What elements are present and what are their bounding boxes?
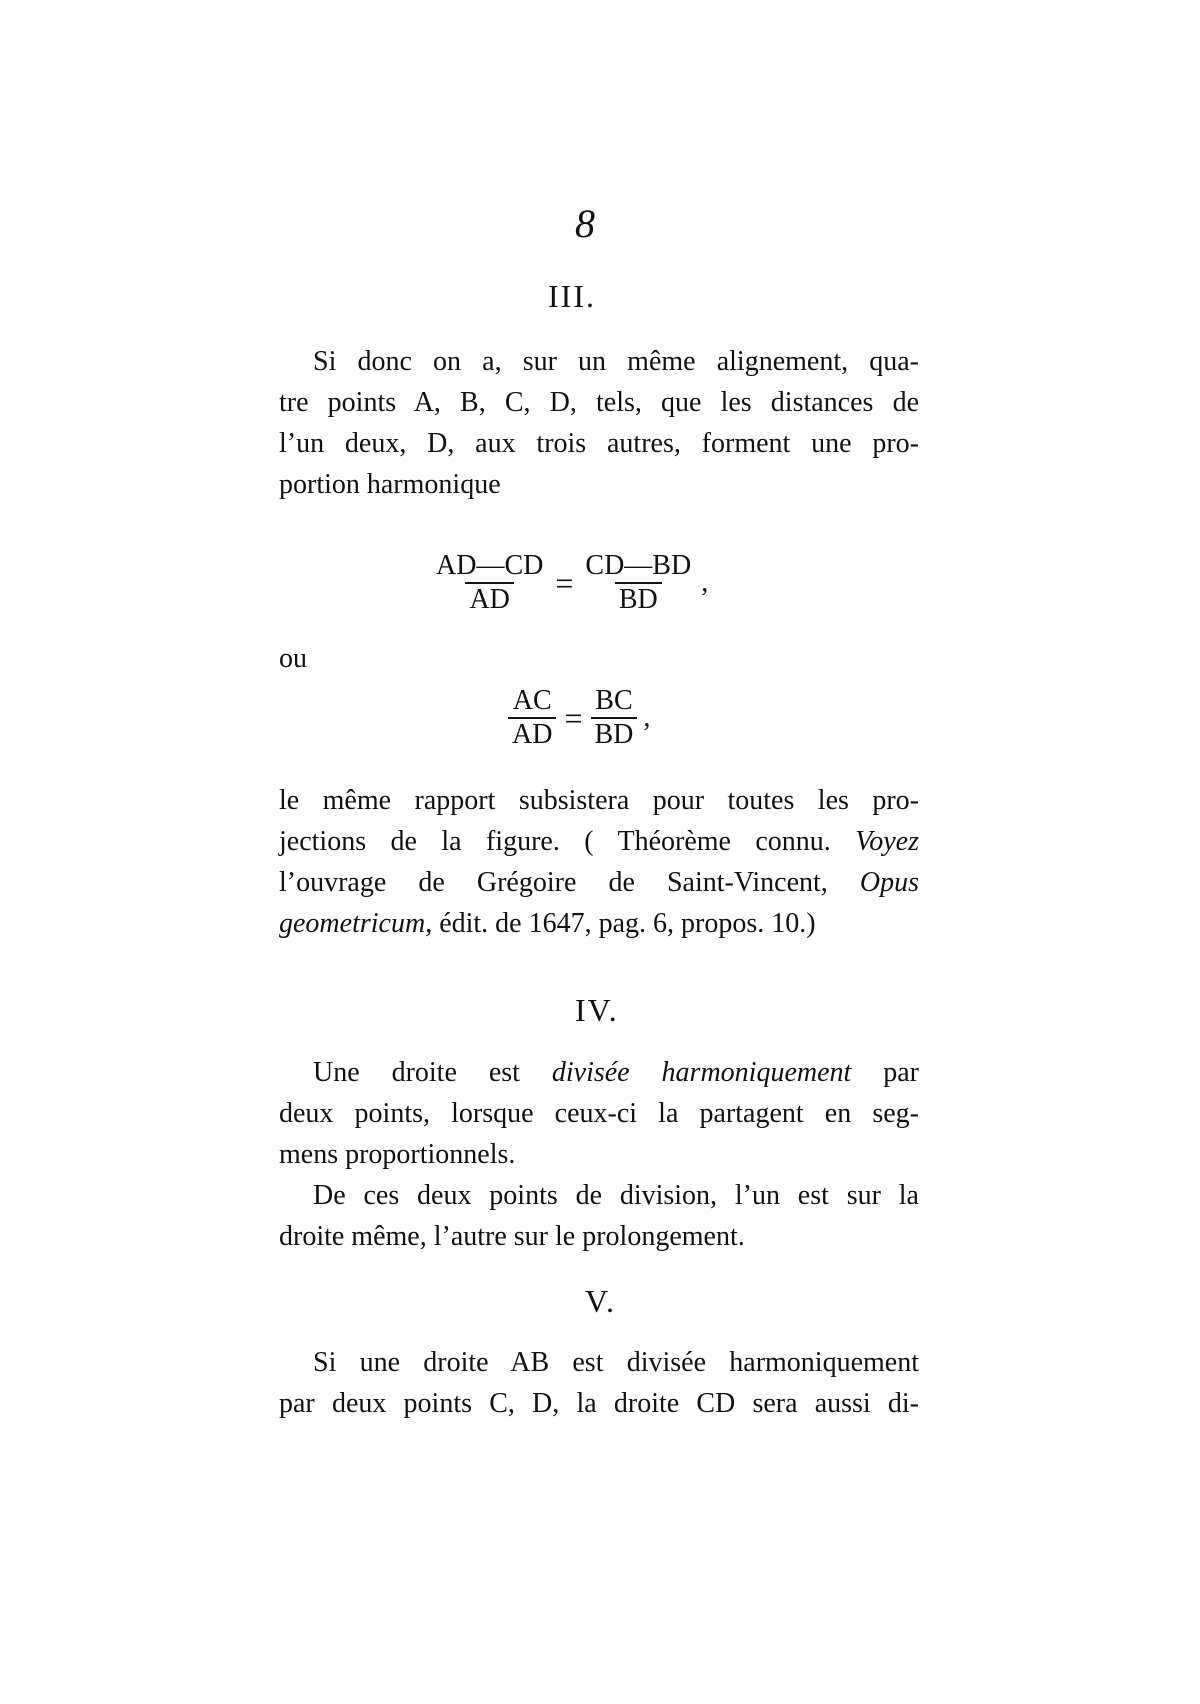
numerator: BC (595, 685, 633, 716)
text-line (279, 821, 919, 862)
punctuation: , (643, 702, 651, 733)
fraction-right (591, 685, 638, 751)
paragraph-division-points (279, 1175, 919, 1257)
italic-geometricum: geometricum (279, 908, 426, 939)
denominator: BD (615, 582, 662, 616)
equals-sign: = (555, 564, 574, 601)
text-line (279, 1052, 919, 1093)
text-line: deux points, lorsque ceux-ci la partagent en seg- (279, 1098, 919, 1129)
denominator: AD (508, 717, 556, 751)
section-heading-v: V. (585, 1283, 616, 1319)
text-line (279, 1175, 919, 1216)
numerator: AC (512, 685, 552, 716)
text-span: , édit. de 1647, pag. 6, propos. 10.) (425, 908, 816, 939)
text-line: l’un deux, D, aux trois autres, forment une pro- (279, 428, 919, 459)
text-span: Si une droite AB est divisée harmoniquement (313, 1347, 919, 1378)
section-heading-iii: III. (548, 278, 596, 314)
conjunction-ou: ou (279, 643, 307, 674)
text-span: par (851, 1057, 919, 1088)
section-heading-iv: IV. (575, 992, 619, 1028)
text-line: droite même, l’autre sur le prolongement. (279, 1221, 745, 1252)
text-line: par deux points C, D, la droite CD sera aussi di- (279, 1388, 919, 1419)
text-line: le même rapport subsistera pour toutes les pro- (279, 785, 919, 816)
denominator: BD (591, 717, 638, 751)
text-span: Si donc on a, sur un même alignement, qua- (313, 346, 919, 377)
italic-voyez: Voyez (855, 826, 919, 857)
text-line (279, 862, 919, 903)
numerator: AD—CD (436, 550, 544, 581)
italic-opus: Opus (859, 867, 919, 898)
text-line: portion harmonique (279, 469, 501, 500)
fraction-left (432, 550, 547, 616)
text-line (279, 1342, 919, 1383)
italic-divisee-harmoniquement: divisée harmoniquement (551, 1057, 852, 1088)
fraction-right (581, 550, 695, 616)
text-line (279, 903, 919, 944)
paragraph-section-v (279, 1342, 919, 1424)
paragraph-section-iii (279, 341, 919, 505)
formula-harmonic-1 (432, 550, 708, 616)
paragraph-definition (279, 1052, 919, 1175)
text-line: tre points A, B, C, D, tels, que les distances de (279, 387, 919, 418)
text-span: De ces deux points de division, l’un est sur la (313, 1180, 919, 1211)
text-span: l’ouvrage de Grégoire de Saint-Vincent, (279, 867, 860, 898)
paragraph-projections (279, 780, 919, 944)
text-line: mens proportionnels. (279, 1139, 516, 1170)
denominator: AD (465, 582, 513, 616)
fraction-left (508, 685, 556, 751)
equals-sign: = (564, 699, 583, 736)
punctuation: , (701, 567, 709, 598)
text-span: Une droite est (313, 1057, 552, 1088)
page-number: 8 (575, 201, 595, 246)
text-span: jections de la figure. ( Théorème connu. (279, 826, 856, 857)
numerator: CD—BD (585, 550, 692, 581)
formula-harmonic-2 (508, 685, 650, 751)
text-line (279, 341, 919, 382)
